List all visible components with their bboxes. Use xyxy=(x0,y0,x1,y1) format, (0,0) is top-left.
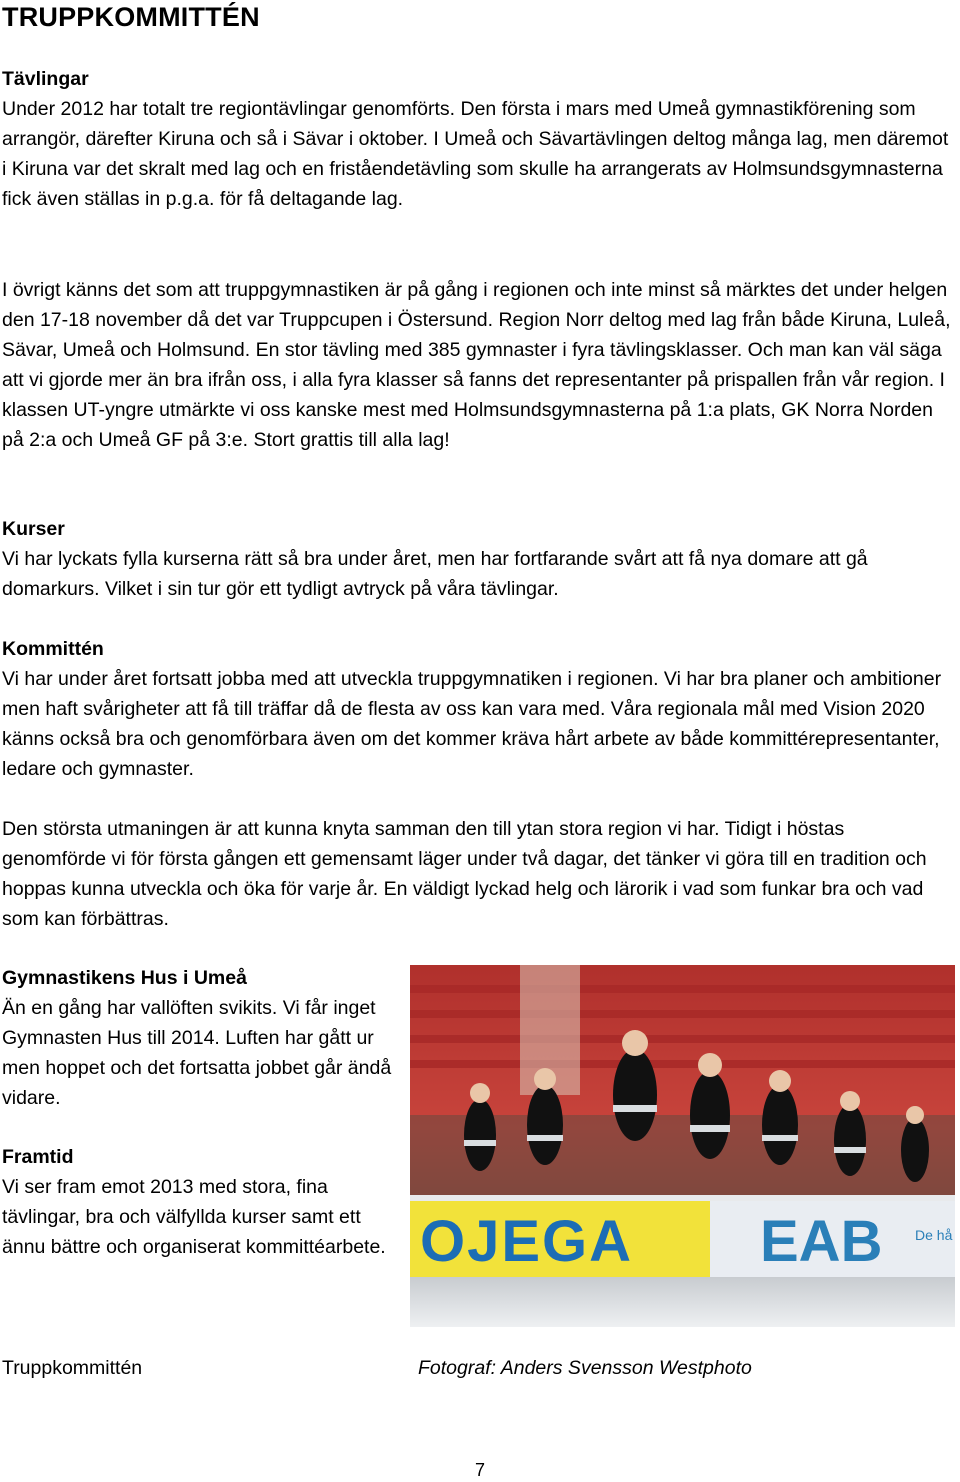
banner-text-eab: EAB xyxy=(760,1209,883,1274)
section-heading: Tävlingar xyxy=(2,68,89,90)
section-heading: Framtid xyxy=(2,1146,74,1168)
section-heading: Kurser xyxy=(2,518,65,540)
section-kurser xyxy=(2,514,952,604)
page-title: TRUPPKOMMITTÉN xyxy=(2,2,260,32)
banner-text-ojega: OJEGA xyxy=(420,1209,634,1274)
paragraph: Den största utmaningen är att kunna knyta samman den till ytan stora region vi har. Tidigt i höstas genomförde vi för första gången ett gemensamt läger under två dagar, det tänker vi göra till en tradition och hoppas kunna utveckla och öka för varje år. En väldigt lyckad helg och lärorik i vad som funkar bra och vad som kan förbättras. xyxy=(2,818,927,930)
section-kommitten-cont xyxy=(2,814,932,934)
section-framtid xyxy=(2,1142,402,1262)
section-heading: Kommittén xyxy=(2,638,104,660)
paragraph: Vi har lyckats fylla kurserna rätt så bra under året, men har fortfarande svårt att få nya domare att gå domarkurs. Vilket i sin tur gör ett tydligt avtryck på våra tävlingar. xyxy=(2,548,868,600)
paragraph: I övrigt känns det som att truppgymnastiken är på gång i regionen och inte minst så märktes det under helgen den 17-18 november då det var Truppcupen i Östersund. Region Norr deltog med lag från både Kiruna, Luleå, Sävar, Umeå och Holmsund. En stor tävling med 385 gymnaster i fyra tävlingsklasser. Och man kan väl säga att vi gjorde mer än bra ifrån oss, i alla fyra klasser så fanns det representanter på prispallen från vår region. I klassen UT-yngre utmärkte vi oss kanske mest med Holmsundsgymnasterna på 1:a plats, GK Norra Norden på 2:a och Umeå GF på 3:e. Stort grattis till alla lag! xyxy=(2,279,951,451)
section-tavlingar xyxy=(2,64,952,214)
paragraph: Än en gång har vallöften svikits. Vi får inget Gymnasten Hus till 2014. Luften har gått ur men hoppet och det fortsatta jobbet går ändå vidare. xyxy=(2,997,392,1109)
paragraph: Vi har under året fortsatt jobba med att utveckla truppgymnatiken i regionen. Vi har bra planer och ambitioner men haft svårigheter att få till träffar då de flesta av oss kan vara med. Våra regionala mål med Vision 2020 känns också bra och genomförbara även om det kommer kräva hårt arbete av både kommittérepresentanter, ledare och gymnaster. xyxy=(2,668,942,780)
signature: Truppkommittén xyxy=(2,1357,143,1379)
gymnastics-photo xyxy=(410,965,955,1327)
section-kommitten xyxy=(2,634,952,784)
page-number: 7 xyxy=(474,1460,485,1480)
section-tavlingar-cont xyxy=(2,275,952,455)
paragraph: Under 2012 har totalt tre regiontävlingar genomförts. Den första i mars med Umeå gymnastikförening som arrangör, därefter Kiruna och så i Sävar i oktober. I Umeå och Sävartävlingen deltog många lag, men däremot i Kiruna var det skralt med lag och en friståendetävling som skulle ha arrangerats av Holmsundsgymnasterna fick även ställas in p.g.a. för få deltagande lag. xyxy=(2,98,949,210)
section-heading: Gymnastikens Hus i Umeå xyxy=(2,967,247,989)
banner-text-small: De hå xyxy=(915,1227,953,1243)
paragraph: Vi ser fram emot 2013 med stora, fina tävlingar, bra och välfyllda kurser samt ett ännu bättre och organiserat kommittéarbete. xyxy=(2,1176,386,1258)
photo-credit: Fotograf: Anders Svensson Westphoto xyxy=(418,1357,752,1379)
section-gymnastikens-hus xyxy=(2,963,402,1113)
